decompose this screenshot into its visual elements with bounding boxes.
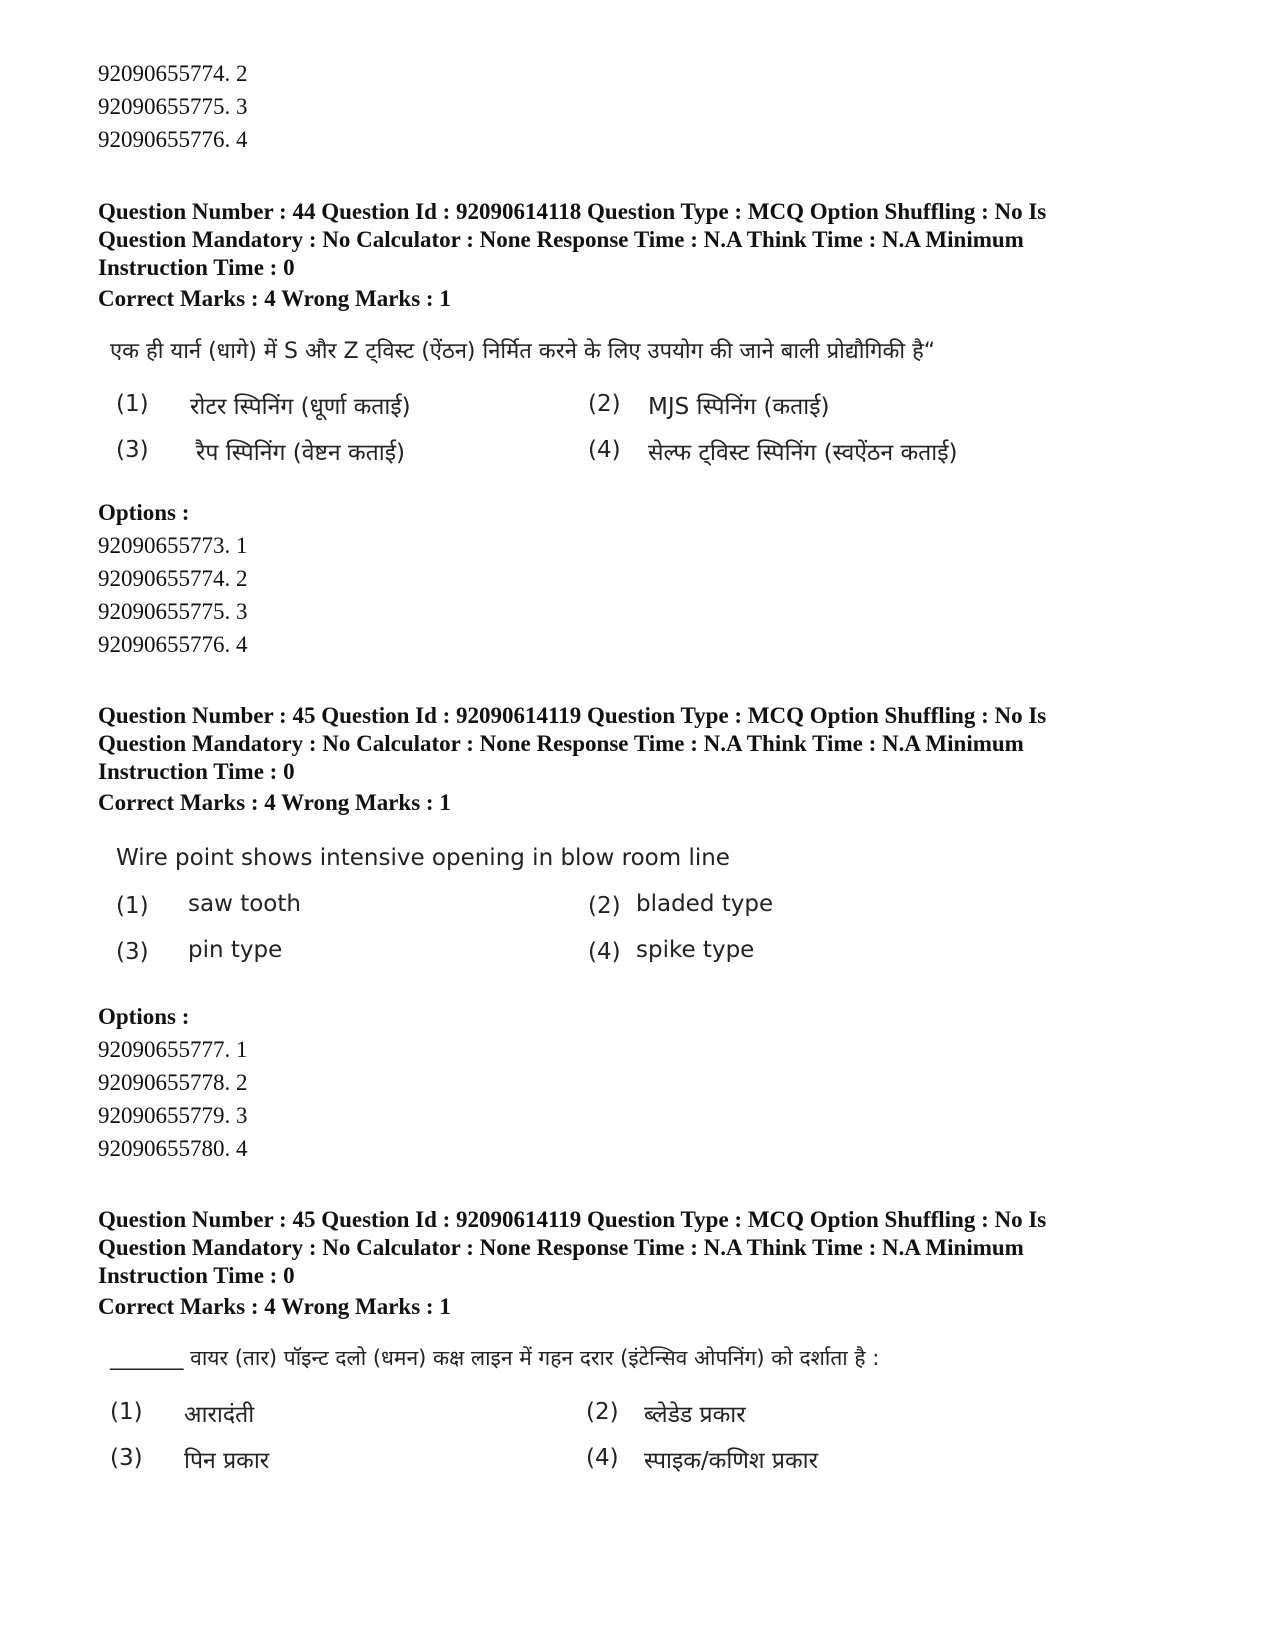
choice-text: रोटर स्पिनिंग (धूर्णा कताई) [190, 394, 411, 420]
choice-row [110, 383, 1110, 429]
choice-number: (2) [588, 391, 621, 417]
question-text: _______ वायर (तार) पॉइन्ट दलो (धमन) कक्ष लाइन में गहन दरार (इंटेन्सिव ओपनिंग) को दर्शाता है : [110, 1346, 880, 1370]
option-line: 92090655775. 3 [98, 599, 248, 624]
choice-text: स्पाइक/कणिश प्रकार [644, 1448, 818, 1474]
choice-text: pin type [188, 937, 283, 963]
choice-text: saw tooth [188, 891, 301, 917]
question-header-line: Instruction Time : 0 [98, 255, 295, 280]
choice-number: (3) [116, 437, 149, 463]
choice-number: (1) [116, 391, 149, 417]
option-line: 92090655776. 4 [98, 127, 248, 152]
choice-number: (4) [588, 939, 621, 965]
choice-number: (3) [110, 1445, 143, 1471]
options-label: Options : [98, 1004, 190, 1029]
question-header-line: Instruction Time : 0 [98, 759, 295, 784]
question-header-line: Question Number : 45 Question Id : 92090614119 Question Type : MCQ Option Shuffling : No Is [98, 703, 1047, 728]
option-line: 92090655775. 3 [98, 94, 248, 119]
question-header-line: Question Mandatory : No Calculator : None Response Time : N.A Think Time : N.A Minimum [98, 1235, 1024, 1260]
choice-text: सेल्फ ट्विस्ट स्पिनिंग (स्वऐंठन कताई) [648, 440, 958, 466]
options-label: Options : [98, 500, 190, 525]
option-line: 92090655780. 4 [98, 1136, 248, 1161]
choice-number: (2) [586, 1399, 619, 1425]
choice-text: पिन प्रकार [184, 1448, 270, 1474]
choice-row [110, 931, 1110, 977]
choice-text: MJS स्पिनिंग (कताई) [648, 394, 830, 420]
marks-text: Correct Marks : 4 Wrong Marks : 1 [98, 1294, 451, 1319]
choice-text: आरादंती [184, 1402, 255, 1428]
marks-line [98, 1293, 1178, 1321]
option-line: 92090655773. 1 [98, 533, 248, 558]
option-line: 92090655774. 2 [98, 566, 248, 591]
marks-line [98, 789, 1178, 817]
question-header-line: Instruction Time : 0 [98, 1263, 295, 1288]
choice-row [110, 1391, 1110, 1437]
choice-text: bladed type [636, 891, 774, 917]
options-block [98, 1000, 1178, 1165]
choice-row [110, 885, 1110, 931]
option-line: 92090655777. 1 [98, 1037, 248, 1062]
choice-text: रैप स्पिनिंग (वेष्टन कताई) [196, 440, 405, 466]
question-header [98, 702, 1178, 786]
marks-line [98, 285, 1178, 313]
question-image [110, 337, 1110, 475]
marks-text: Correct Marks : 4 Wrong Marks : 1 [98, 790, 451, 815]
question-image [110, 843, 1110, 977]
question-header-line: Question Mandatory : No Calculator : None Response Time : N.A Think Time : N.A Minimum [98, 731, 1024, 756]
choice-number: (4) [586, 1445, 619, 1471]
choice-row [110, 429, 1110, 475]
choice-number: (4) [588, 437, 621, 463]
question-header-line: Question Number : 45 Question Id : 92090614119 Question Type : MCQ Option Shuffling : No Is [98, 1207, 1047, 1232]
top-options-list [98, 57, 1178, 156]
choice-text: ब्लेडेड प्रकार [644, 1402, 746, 1428]
question-text: Wire point shows intensive opening in blow room line [116, 845, 730, 871]
question-image [110, 1343, 1110, 1483]
choice-number: (3) [116, 939, 149, 965]
question-header [98, 1206, 1178, 1290]
question-text: एक ही यार्न (धागे) में S और Z ट्विस्ट (ऐंठन) निर्मित करने के लिए उपयोग की जाने बाली प्रोद्यौगिकी है“ [110, 339, 936, 364]
options-block [98, 496, 1178, 661]
option-line: 92090655779. 3 [98, 1103, 248, 1128]
choice-number: (2) [588, 893, 621, 919]
question-header [98, 198, 1178, 282]
option-line: 92090655774. 2 [98, 61, 248, 86]
choice-row [110, 1437, 1110, 1483]
marks-text: Correct Marks : 4 Wrong Marks : 1 [98, 286, 451, 311]
question-header-line: Question Mandatory : No Calculator : None Response Time : N.A Think Time : N.A Minimum [98, 227, 1024, 252]
choice-number: (1) [116, 893, 149, 919]
option-line: 92090655778. 2 [98, 1070, 248, 1095]
option-line: 92090655776. 4 [98, 632, 248, 657]
choice-text: spike type [636, 937, 755, 963]
choice-number: (1) [110, 1399, 143, 1425]
question-header-line: Question Number : 44 Question Id : 92090614118 Question Type : MCQ Option Shuffling : No Is [98, 199, 1047, 224]
